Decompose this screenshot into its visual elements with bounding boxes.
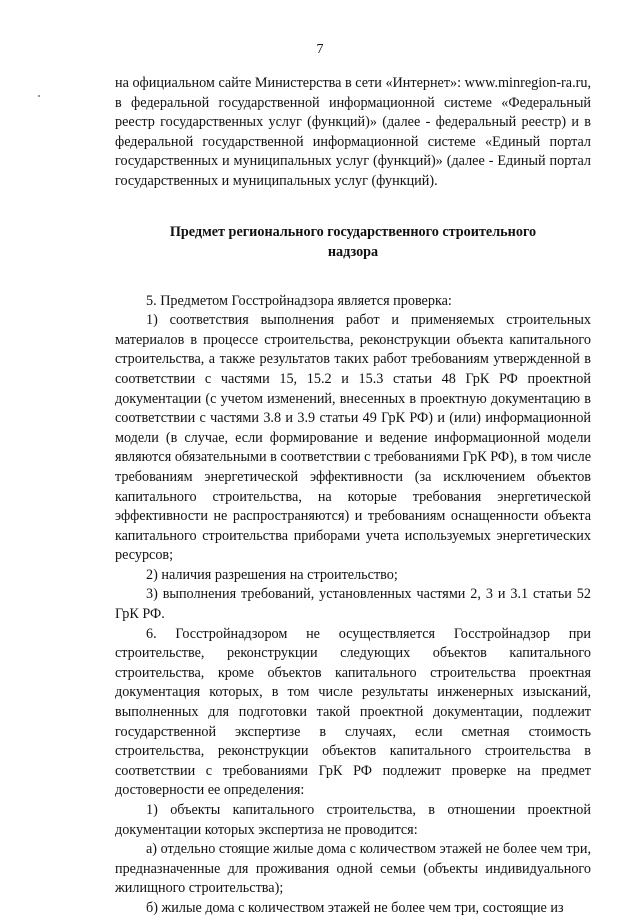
paragraph-item-5-2: 2) наличия разрешения на строительство; — [146, 566, 398, 583]
paragraph-item-6-1-b: б) жилые дома с количеством этажей не более чем три, состоящие из — [146, 899, 564, 916]
paragraph-item-6: 6. Госстройнадзором не осуществляется Госстройнадзор при строительстве, реконструкции следующих объектов капитального строительства, кроме объектов капитального строительства проектная документация которых, в том числе результаты инженерных изысканий, выполненных для подготовки такой проектной документации, подлежит государственной экспертизе в случаях, если сметная стоимость строительства, реконструкции объектов капитального строительства в соответствии с требованиями ГрК РФ подлежит проверке на предмет достоверности ее определения: — [115, 625, 591, 799]
paragraph-continuation: на официальном сайте Министерства в сети «Интернет»: www.minregion-ra.ru, в федеральной государственной информационной системе «Федеральный реестр государственных услуг (функций)» (далее - федеральный реестр) и в федеральной государственной информационной системе «Единый портал государственных и муниципальных услуг (функций)» (далее - Единый портал государственных и муниципальных услуг (функций). — [115, 75, 591, 189]
paragraph-item-5-3: 3) выполнения требований, установленных частями 2, 3 и 3.1 статьи 52 ГрК РФ. — [115, 586, 591, 623]
paragraph-item-6-1-a: а) отдельно стоящие жилые дома с количеством этажей не более чем три, предназначенные для проживания одной семьи (объекты индивидуального жилищного строительства); — [115, 841, 591, 897]
scan-artifact-dot — [38, 95, 40, 97]
paragraph-item-5: 5. Предметом Госстройнадзора является проверка: — [146, 292, 452, 309]
document-body — [115, 74, 591, 919]
section-heading: Предмет регионального государственного строительного надзора — [169, 223, 537, 260]
paragraph-item-5-1: 1) соответствия выполнения работ и применяемых строительных материалов в процессе строительства, реконструкции объекта капитального строительства, а также результатов таких работ требованиям утвержденной в соответствии с частями 15, 15.2 и 15.3 статьи 48 ГрК РФ проектной документации (с учетом изменений, внесенных в проектную документацию в соответствии с частями 3.8 и 3.9 статьи 49 ГрК РФ) и (или) информационной модели (в случае, если формирование и ведение информационной модели являются обязательными в соответствии с требованиями ГрК РФ), в том числе требованиям энергетической эффективности (за исключением объектов капитального строительства, на которые требования энергетической эффективности не распространяются) и требованиям оснащенности объекта капитального строительства приборами учета используемых энергетических ресурсов; — [115, 312, 591, 564]
paragraph-item-6-1: 1) объекты капитального строительства, в отношении проектной документации которых экспертиза не проводится: — [115, 802, 591, 838]
page-number: 7 — [316, 42, 324, 57]
